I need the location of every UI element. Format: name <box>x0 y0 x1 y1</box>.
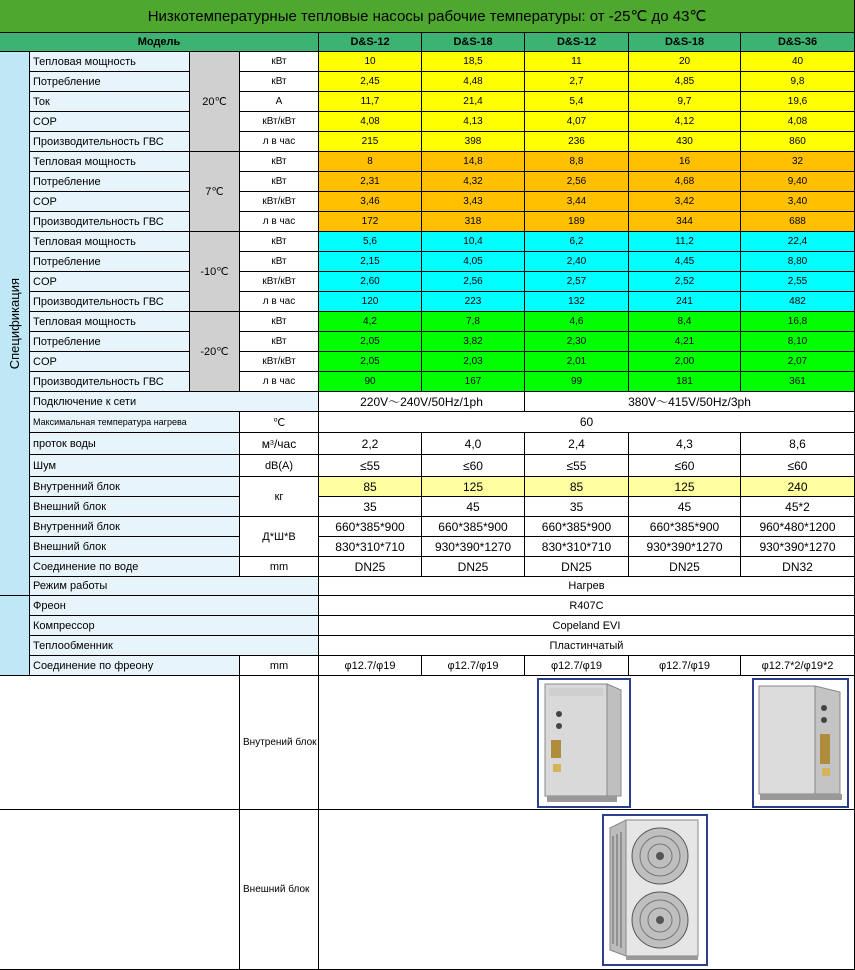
row-value-2: 2,56 <box>422 272 525 292</box>
weight-outdoor-3: 35 <box>525 497 629 517</box>
weight-indoor-label: Внутренний блок <box>30 477 240 497</box>
weight-outdoor-1: 35 <box>319 497 422 517</box>
row-value-2: 4,13 <box>422 112 525 132</box>
dims-indoor-4: 660*385*900 <box>629 517 741 537</box>
row-value-3: 236 <box>525 132 629 152</box>
model-col-2: D&S-18 <box>422 33 525 52</box>
row-label: Производительность ГВС <box>30 212 190 232</box>
noise-value-1: ≤55 <box>319 455 422 477</box>
row-value-4: 344 <box>629 212 741 232</box>
water-conn-2: DN25 <box>422 557 525 577</box>
row-label: Производительность ГВС <box>30 132 190 152</box>
water-conn-5: DN32 <box>741 557 855 577</box>
model-col-3: D&S-12 <box>525 33 629 52</box>
row-value-5: 2,55 <box>741 272 855 292</box>
row-value-3: 2,30 <box>525 332 629 352</box>
model-col-4: D&S-18 <box>629 33 741 52</box>
row-value-3: 11 <box>525 52 629 72</box>
row-label: Потребление <box>30 252 190 272</box>
row-value-5: 361 <box>741 372 855 392</box>
row-label: Тепловая мощность <box>30 232 190 252</box>
row-value-1: 3,46 <box>319 192 422 212</box>
maxtemp-value: 60 <box>319 412 855 433</box>
maxtemp-label: Максимальная температура нагрева <box>30 412 240 433</box>
row-value-2: 2,03 <box>422 352 525 372</box>
model-col-1: D&S-12 <box>319 33 422 52</box>
row-value-2: 4,32 <box>422 172 525 192</box>
row-value-2: 3,82 <box>422 332 525 352</box>
row-value-2: 14,8 <box>422 152 525 172</box>
dims-indoor-label: Внутренний блок <box>30 517 240 537</box>
refrigerant-value: R407C <box>319 596 855 616</box>
row-unit: л в час <box>240 212 319 232</box>
row-value-3: 4,07 <box>525 112 629 132</box>
row-value-4: 181 <box>629 372 741 392</box>
row-unit: л в час <box>240 132 319 152</box>
row-value-1: 2,15 <box>319 252 422 272</box>
row-value-1: 2,05 <box>319 332 422 352</box>
flow-value-2: 4,0 <box>422 433 525 455</box>
row-label: Потребление <box>30 172 190 192</box>
row-value-5: 8,80 <box>741 252 855 272</box>
row-value-5: 40 <box>741 52 855 72</box>
images-blank-1 <box>0 676 240 810</box>
dims-indoor-5: 960*480*1200 <box>741 517 855 537</box>
row-value-5: 32 <box>741 152 855 172</box>
row-unit: кВт <box>240 72 319 92</box>
row-label: COP <box>30 272 190 292</box>
row-unit: кВт <box>240 232 319 252</box>
row-value-1: 5,6 <box>319 232 422 252</box>
compressor-value: Copeland EVI <box>319 616 855 636</box>
row-unit: л в час <box>240 372 319 392</box>
row-value-3: 2,01 <box>525 352 629 372</box>
row-value-5: 482 <box>741 292 855 312</box>
row-value-1: 10 <box>319 52 422 72</box>
row-value-5: 2,07 <box>741 352 855 372</box>
mode-value: Нагрев <box>319 577 855 596</box>
row-value-4: 241 <box>629 292 741 312</box>
row-unit: кВт <box>240 312 319 332</box>
ref-conn-label: Соединение по фреону <box>30 656 240 676</box>
ref-conn-2: φ12.7/φ19 <box>422 656 525 676</box>
row-unit: кВт/кВт <box>240 112 319 132</box>
flow-unit <box>240 433 319 455</box>
exchanger-value: Пластинчатый <box>319 636 855 656</box>
maxtemp-unit: ℃ <box>240 412 319 433</box>
row-value-3: 2,7 <box>525 72 629 92</box>
row-value-4: 11,2 <box>629 232 741 252</box>
row-value-5: 3,40 <box>741 192 855 212</box>
water-conn-1: DN25 <box>319 557 422 577</box>
row-value-3: 5,4 <box>525 92 629 112</box>
row-value-3: 3,44 <box>525 192 629 212</box>
row-label: Потребление <box>30 72 190 92</box>
row-label: Ток <box>30 92 190 112</box>
row-value-2: 3,43 <box>422 192 525 212</box>
row-unit: кВт <box>240 52 319 72</box>
ref-conn-unit: mm <box>240 656 319 676</box>
power-three-phase: 380V～415V/50Hz/3ph <box>525 392 855 412</box>
row-value-3: 4,6 <box>525 312 629 332</box>
row-label: Потребление <box>30 332 190 352</box>
row-unit: A <box>240 92 319 112</box>
row-value-1: 90 <box>319 372 422 392</box>
row-value-5: 860 <box>741 132 855 152</box>
row-value-5: 22,4 <box>741 232 855 252</box>
dims-outdoor-2: 930*390*1270 <box>422 537 525 557</box>
row-unit: кВт/кВт <box>240 192 319 212</box>
dims-indoor-2: 660*385*900 <box>422 517 525 537</box>
row-label: COP <box>30 352 190 372</box>
row-value-4: 4,45 <box>629 252 741 272</box>
flow-unit-rest: /час <box>273 436 297 451</box>
row-value-4: 20 <box>629 52 741 72</box>
weight-indoor-5: 240 <box>741 477 855 497</box>
row-label: Тепловая мощность <box>30 52 190 72</box>
mode-label: Режим работы <box>30 577 319 596</box>
ref-conn-1: φ12.7/φ19 <box>319 656 422 676</box>
row-value-5: 4,08 <box>741 112 855 132</box>
row-value-4: 4,68 <box>629 172 741 192</box>
dims-indoor-3: 660*385*900 <box>525 517 629 537</box>
row-value-4: 3,42 <box>629 192 741 212</box>
noise-value-3: ≤55 <box>525 455 629 477</box>
ref-conn-5: φ12.7*2/φ19*2 <box>741 656 855 676</box>
outdoor-image-label: Внешний блок <box>240 810 319 970</box>
refrigerant-label: Фреон <box>30 596 319 616</box>
row-value-5: 8,10 <box>741 332 855 352</box>
water-conn-4: DN25 <box>629 557 741 577</box>
indoor-unit-image-large <box>752 678 849 808</box>
model-col-5: D&S-36 <box>741 33 855 52</box>
row-value-1: 4,08 <box>319 112 422 132</box>
indoor-unit-image-small <box>537 678 631 808</box>
weight-outdoor-2: 45 <box>422 497 525 517</box>
images-blank-2 <box>0 810 240 970</box>
row-value-4: 16 <box>629 152 741 172</box>
dims-outdoor-4: 930*390*1270 <box>629 537 741 557</box>
weight-unit: кг <box>240 477 319 517</box>
noise-unit: dB(A) <box>240 455 319 477</box>
flow-value-5: 8,6 <box>741 433 855 455</box>
row-label: COP <box>30 192 190 212</box>
row-value-5: 9,8 <box>741 72 855 92</box>
row-value-2: 398 <box>422 132 525 152</box>
outdoor-image-row <box>319 810 855 970</box>
row-value-5: 688 <box>741 212 855 232</box>
row-unit: кВт/кВт <box>240 352 319 372</box>
row-value-2: 223 <box>422 292 525 312</box>
flow-value-4: 4,3 <box>629 433 741 455</box>
row-unit: кВт <box>240 152 319 172</box>
noise-label: Шум <box>30 455 240 477</box>
noise-value-2: ≤60 <box>422 455 525 477</box>
row-value-1: 2,31 <box>319 172 422 192</box>
row-value-2: 21,4 <box>422 92 525 112</box>
water-conn-unit: mm <box>240 557 319 577</box>
row-value-3: 6,2 <box>525 232 629 252</box>
flow-label: проток воды <box>30 433 240 455</box>
temp-group-7: 7℃ <box>190 152 240 232</box>
row-value-1: 8 <box>319 152 422 172</box>
row-value-4: 4,12 <box>629 112 741 132</box>
row-value-2: 167 <box>422 372 525 392</box>
refrigeration-section-label <box>0 596 30 676</box>
row-value-1: 4,2 <box>319 312 422 332</box>
weight-outdoor-5: 45*2 <box>741 497 855 517</box>
row-label: COP <box>30 112 190 132</box>
row-label: Производительность ГВС <box>30 372 190 392</box>
row-label: Тепловая мощность <box>30 152 190 172</box>
row-value-5: 19,6 <box>741 92 855 112</box>
temp-group-minus10: -10℃ <box>190 232 240 312</box>
temp-group-minus20: -20℃ <box>190 312 240 392</box>
row-value-1: 215 <box>319 132 422 152</box>
spec-section-text: Спецификация <box>7 277 22 370</box>
row-value-4: 4,21 <box>629 332 741 352</box>
row-unit: кВт <box>240 252 319 272</box>
row-value-4: 2,52 <box>629 272 741 292</box>
noise-value-4: ≤60 <box>629 455 741 477</box>
row-value-1: 120 <box>319 292 422 312</box>
dims-outdoor-3: 830*310*710 <box>525 537 629 557</box>
row-value-4: 430 <box>629 132 741 152</box>
row-value-2: 4,05 <box>422 252 525 272</box>
row-unit: кВт <box>240 172 319 192</box>
row-value-3: 2,40 <box>525 252 629 272</box>
row-value-2: 4,48 <box>422 72 525 92</box>
row-value-4: 2,00 <box>629 352 741 372</box>
row-value-3: 2,57 <box>525 272 629 292</box>
row-value-2: 7,8 <box>422 312 525 332</box>
row-value-5: 9,40 <box>741 172 855 192</box>
ref-conn-3: φ12.7/φ19 <box>525 656 629 676</box>
row-value-1: 2,05 <box>319 352 422 372</box>
row-value-2: 18,5 <box>422 52 525 72</box>
row-value-4: 9,7 <box>629 92 741 112</box>
flow-unit-main: м <box>261 436 271 451</box>
flow-value-3: 2,4 <box>525 433 629 455</box>
weight-indoor-1: 85 <box>319 477 422 497</box>
row-value-2: 10,4 <box>422 232 525 252</box>
row-value-3: 132 <box>525 292 629 312</box>
row-unit: л в час <box>240 292 319 312</box>
weight-indoor-2: 125 <box>422 477 525 497</box>
sheet-title: Низкотемпературные тепловые насосы рабочие температуры: от -25℃ до 43℃ <box>0 0 855 33</box>
dims-unit: Д*Ш*В <box>240 517 319 557</box>
row-label: Производительность ГВС <box>30 292 190 312</box>
row-value-2: 318 <box>422 212 525 232</box>
weight-outdoor-label: Внешний блок <box>30 497 240 517</box>
weight-indoor-3: 85 <box>525 477 629 497</box>
row-value-1: 172 <box>319 212 422 232</box>
dims-outdoor-label: Внешний блок <box>30 537 240 557</box>
indoor-image-label: Внутрений блок <box>240 676 319 810</box>
row-unit: кВт <box>240 332 319 352</box>
dims-outdoor-1: 830*310*710 <box>319 537 422 557</box>
row-unit: кВт/кВт <box>240 272 319 292</box>
row-value-4: 8,4 <box>629 312 741 332</box>
outdoor-unit-image <box>602 814 708 966</box>
ref-conn-4: φ12.7/φ19 <box>629 656 741 676</box>
water-conn-label: Соединение по воде <box>30 557 240 577</box>
model-header: Модель <box>0 33 319 52</box>
row-value-3: 189 <box>525 212 629 232</box>
row-label: Тепловая мощность <box>30 312 190 332</box>
dims-indoor-1: 660*385*900 <box>319 517 422 537</box>
power-label: Подключение к сети <box>30 392 319 412</box>
row-value-3: 2,56 <box>525 172 629 192</box>
row-value-3: 8,8 <box>525 152 629 172</box>
weight-indoor-4: 125 <box>629 477 741 497</box>
row-value-4: 4,85 <box>629 72 741 92</box>
spec-section-label <box>0 52 30 596</box>
temp-group-20: 20℃ <box>190 52 240 152</box>
water-conn-3: DN25 <box>525 557 629 577</box>
exchanger-label: Теплообменник <box>30 636 319 656</box>
row-value-3: 99 <box>525 372 629 392</box>
compressor-label: Компрессор <box>30 616 319 636</box>
flow-value-1: 2,2 <box>319 433 422 455</box>
weight-outdoor-4: 45 <box>629 497 741 517</box>
noise-value-5: ≤60 <box>741 455 855 477</box>
flow-unit-sup: 3 <box>270 440 274 447</box>
row-value-1: 2,60 <box>319 272 422 292</box>
row-value-1: 11,7 <box>319 92 422 112</box>
row-value-1: 2,45 <box>319 72 422 92</box>
dims-outdoor-5: 930*390*1270 <box>741 537 855 557</box>
power-single-phase: 220V～240V/50Hz/1ph <box>319 392 525 412</box>
row-value-5: 16,8 <box>741 312 855 332</box>
